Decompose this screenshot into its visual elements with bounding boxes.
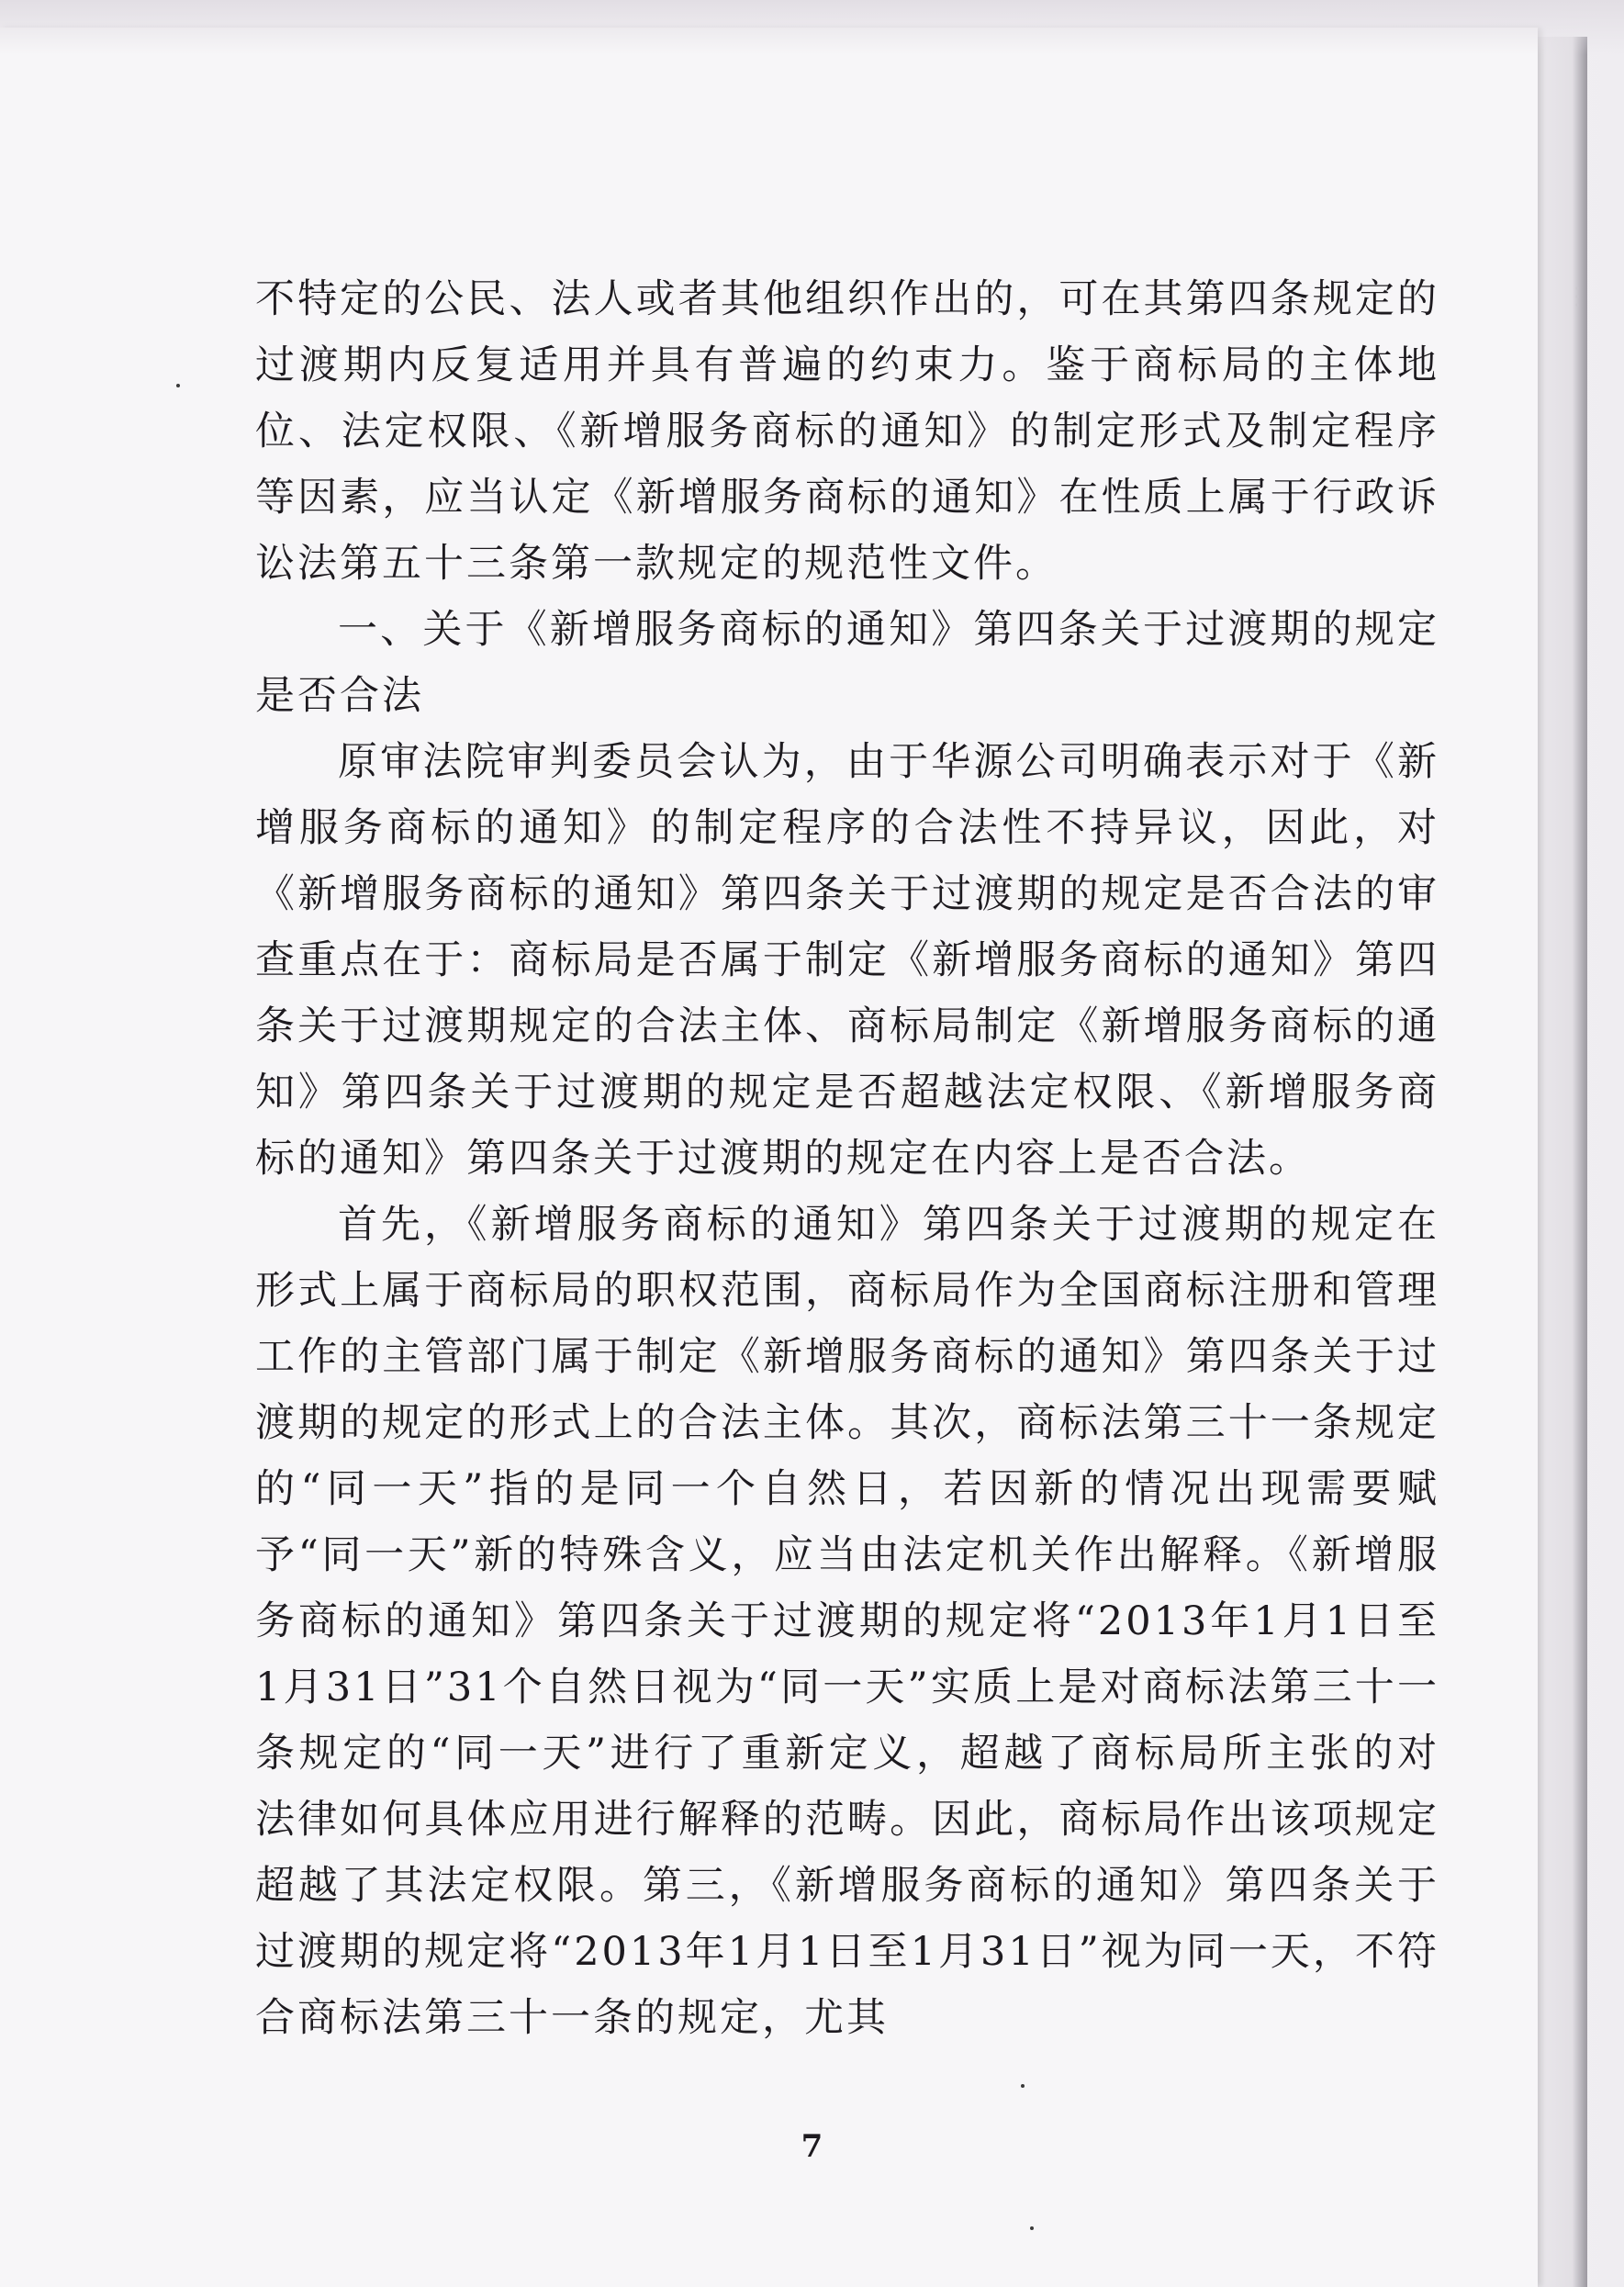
- scan-speck: [176, 384, 180, 387]
- page-number: 7: [801, 2128, 823, 2165]
- bleed-through-mark: ⋮: [1565, 283, 1589, 310]
- paragraph-3: 首先，《新增服务商标的通知》第四条关于过渡期的规定在形式上属于商标局的职权范围，商标局作为全国商标注册和管理工作的主管部门属于制定《新增服务商标的通知》第四条关于过渡期的规定的形式上的合法主体。其次，商标法第三十一条规定的“同一天”指的是同一个自然日，若因新的情况出现需要赋予“同一天”新的特殊含义，应当由法定机关作出解释。《新增服务商标的通知》第四条关于过渡期的规定将“2013年1月1日至1月31日”31个自然日视为“同一天”实质上是对商标法第三十一条规定的“同一天”进行了重新定义，超越了商标局所主张的对法律如何具体应用进行解释的范畴。因此，商标局作出该项规定超越了其法定权限。第三，《新增服务商标的通知》第四条关于过渡期的规定将“2013年1月1日至1月31日”视为同一天，不符合商标法第三十一条的规定，尤其: [255, 1202, 1439, 2041]
- scan-speck: [1030, 2226, 1034, 2230]
- scan-speck: [1021, 2084, 1025, 2088]
- body-text: [255, 266, 1439, 2051]
- section-heading: 一、关于《新增服务商标的通知》第四条关于过渡期的规定是否合法: [255, 607, 1439, 719]
- paragraph-1: 不特定的公民、法人或者其他组织作出的，可在其第四条规定的过渡期内反复适用并具有普遍的约束力。鉴于商标局的主体地位、法定权限、《新增服务商标的通知》的制定形式及制定程序等因素，应当认定《新增服务商标的通知》在性质上属于行政诉讼法第五十三条第一款规定的规范性文件。: [255, 276, 1439, 587]
- top-scan-shadow: [0, 0, 1624, 55]
- paragraph-2: 原审法院审判委员会认为，由于华源公司明确表示对于《新增服务商标的通知》的制定程序的合法性不持异议，因此，对《新增服务商标的通知》第四条关于过渡期的规定是否合法的审查重点在于：商标局是否属于制定《新增服务商标的通知》第四条关于过渡期规定的合法主体、商标局制定《新增服务商标的通知》第四条关于过渡期的规定是否超越法定权限、《新增服务商标的通知》第四条关于过渡期的规定在内容上是否合法。: [255, 739, 1439, 1182]
